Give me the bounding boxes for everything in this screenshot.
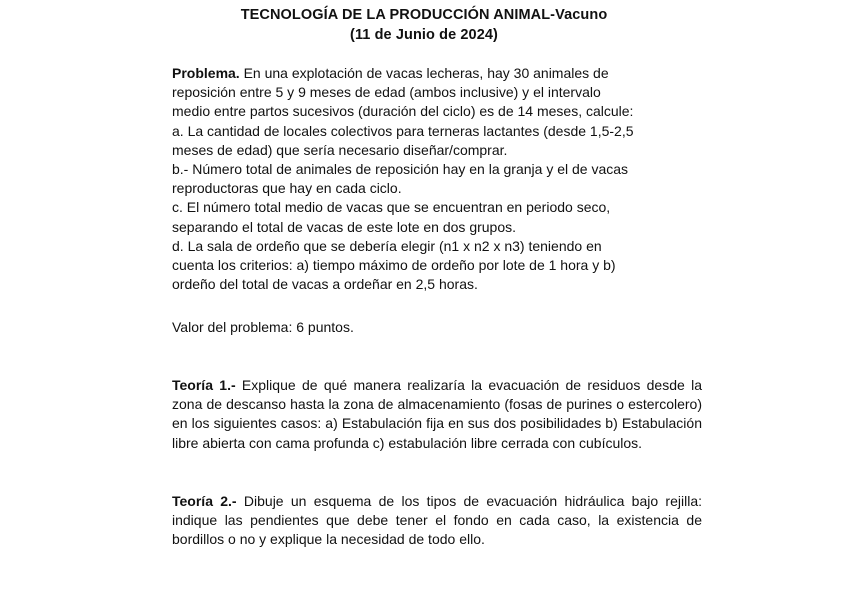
exam-date: (11 de Junio de 2024)	[350, 27, 498, 43]
theory-1-text: Explique de qué manera realizaría la evacuación de residuos desde la zona de descanso hasta la zona de almacenamiento (fosas de purines o estercolero) en los siguientes casos: a) Estabulación fija en sus dos posibilidades b) Estabulación libre abierta con cama profunda c) estabulación libre cerrada con cubículos.	[172, 377, 702, 451]
problem-section	[172, 64, 702, 294]
problem-lead: Problema.	[172, 65, 240, 81]
theory-1-section	[172, 376, 702, 453]
theory-2-lead: Teoría 2.-	[172, 493, 237, 509]
problem-line: reposición entre 5 y 9 meses de edad (ambos inclusive) y el intervalo	[172, 84, 601, 101]
problem-line: reproductoras que hay en cada ciclo.	[172, 180, 402, 197]
problem-line: medio entre partos sucesivos (duración del ciclo) es de 14 meses, calcule:	[172, 103, 634, 120]
problem-value: Valor del problema: 6 puntos.	[172, 319, 354, 335]
page-title: TECNOLOGÍA DE LA PRODUCCIÓN ANIMAL-Vacuno	[240, 7, 608, 23]
problem-item-c: c. El número total medio de vacas que se encuentran en periodo seco,	[172, 199, 611, 216]
problem-line: meses de edad) que sería necesario diseñar/comprar.	[172, 141, 508, 158]
theory-2-text: Dibuje un esquema de los tipos de evacuación hidráulica bajo rejilla: indique las pendientes que debe tener el fondo en cada caso, la existencia de bordillos o no y explique la necesidad de todo ello.	[172, 493, 703, 548]
problem-line: separando el total de vacas de este lote en dos grupos.	[172, 218, 517, 235]
problem-item-a: a. La cantidad de locales colectivos para terneras lactantes (desde 1,5-2,5	[172, 122, 634, 139]
problem-line: cuenta los criterios: a) tiempo máximo de ordeño por lote de 1 hora y b)	[172, 257, 616, 274]
problem-item-b: b.- Número total de animales de reposición hay en la granja y el de vacas	[172, 161, 629, 178]
problem-line: Problema. En una explotación de vacas lecheras, hay 30 animales de	[172, 65, 609, 81]
theory-2-section	[172, 492, 702, 550]
problem-item-d: d. La sala de ordeño que se debería elegir (n1 x n2 x n3) teniendo en	[172, 237, 602, 254]
theory-1-lead: Teoría 1.-	[172, 377, 236, 393]
problem-line: ordeño del total de vacas a ordeñar en 2,5 horas.	[172, 276, 478, 293]
